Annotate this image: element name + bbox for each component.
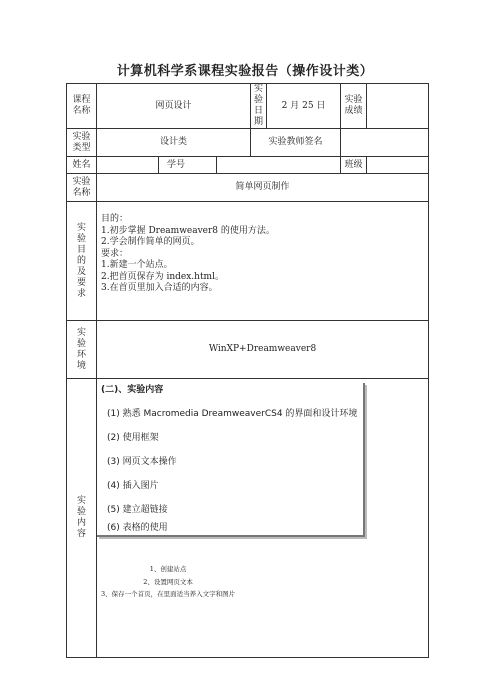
exp-type-text: 设计类 xyxy=(160,137,188,147)
course-name-value xyxy=(97,84,251,129)
course-name-label xyxy=(67,84,97,129)
exp-type-label-text: 实验 类型 xyxy=(72,131,91,153)
screenshot-item: (3) 网页文本操作 xyxy=(107,457,177,467)
step-line: 3、保存一个首页，在里面适当养入文字和图片 xyxy=(101,590,236,598)
exp-date-label xyxy=(251,84,267,129)
student-name-label-text: 姓名 xyxy=(72,159,91,170)
purpose-label-char: 验 xyxy=(76,233,86,244)
screenshot-item: (2) 使用框架 xyxy=(107,433,159,443)
student-id-label xyxy=(159,157,217,174)
environment-value xyxy=(97,321,429,379)
purpose-label-char: 实 xyxy=(76,222,86,233)
purpose-line: 2.把首页保存为 index.html。 xyxy=(101,271,224,282)
purpose-line: 1.初步掌握 Dreamweaver8 的使用方法。 xyxy=(101,225,275,236)
report-table xyxy=(66,83,429,658)
exp-name-label xyxy=(67,174,97,202)
purpose-label-char: 求 xyxy=(76,288,86,299)
exp-date-label-text: 实验 日期 xyxy=(254,84,264,127)
content-steps xyxy=(101,563,235,601)
exp-type-value xyxy=(97,129,251,157)
purpose-label-char: 的 xyxy=(76,255,86,266)
course-name-text: 网页设计 xyxy=(155,100,192,111)
screenshot-item: (4) 插入图片 xyxy=(107,481,159,491)
environment-label-char: 实 xyxy=(76,327,86,338)
content-label-char: 验 xyxy=(76,507,86,517)
screenshot-item: (6) 表格的使用 xyxy=(107,523,168,533)
purpose-line: 3.在首页里加入合适的内容。 xyxy=(101,283,218,293)
exp-name-value xyxy=(97,174,429,202)
exp-name-text: 简单网页制作 xyxy=(235,182,290,192)
step-line: 1、创建站点 xyxy=(149,565,187,573)
step-line: 2、设置网页文本 xyxy=(143,577,193,586)
teacher-sign-label-text: 实验教师签名 xyxy=(268,137,323,147)
environment-label xyxy=(67,321,97,379)
exp-name-label-text: 实验 名称 xyxy=(72,176,91,198)
student-name-value[interactable] xyxy=(97,157,159,174)
environment-label-char: 验 xyxy=(76,338,86,349)
content-label xyxy=(67,379,97,658)
purpose-line: 目的： xyxy=(101,214,129,224)
class-label-text: 班级 xyxy=(344,159,363,170)
teacher-sign-value[interactable] xyxy=(341,129,429,157)
content-label-char: 实 xyxy=(76,496,86,506)
class-label xyxy=(341,157,367,174)
screenshot-title: (二)、实验内容 xyxy=(101,385,164,395)
exp-score-value[interactable] xyxy=(367,84,429,129)
student-id-value[interactable] xyxy=(217,157,341,174)
teacher-sign-label xyxy=(251,129,341,157)
screenshot-item: (5) 建立超链接 xyxy=(107,505,168,515)
purpose-label-char: 目 xyxy=(76,244,86,255)
exp-date-value xyxy=(267,84,341,129)
purpose-line: 1.新建一个站点。 xyxy=(101,260,173,270)
environment-label-char: 环 xyxy=(76,349,86,360)
report-title: 计算机科学系课程实验报告（操作设计类） xyxy=(116,64,374,79)
content-cell xyxy=(97,379,429,658)
environment-label-char: 境 xyxy=(76,360,86,371)
purpose-line: 要求： xyxy=(101,248,129,259)
content-screenshot xyxy=(97,383,365,537)
exp-date-text: 2 月 25 日 xyxy=(281,100,326,111)
exp-score-label-text: 实验 成绩 xyxy=(344,95,363,116)
purpose-content xyxy=(97,202,429,321)
exp-type-label xyxy=(67,129,97,157)
course-name-label-text: 课程 名称 xyxy=(72,95,91,116)
purpose-label xyxy=(67,202,97,321)
content-label-char: 内 xyxy=(76,518,86,528)
screenshot-item: (1) 熟悉 Macromedia DreamweaverCS4 的界面和设计环境 xyxy=(107,409,358,419)
exp-score-label xyxy=(341,84,367,129)
content-label-char: 容 xyxy=(76,529,86,539)
purpose-label-char: 及 xyxy=(76,266,86,277)
purpose-label-char: 要 xyxy=(76,277,86,288)
purpose-line: 2.学会制作简单的网页。 xyxy=(101,237,200,247)
student-id-label-text: 学号 xyxy=(167,159,186,170)
environment-text: WinXP+Dreamweaver8 xyxy=(208,344,317,354)
student-name-label xyxy=(67,157,97,174)
class-value[interactable] xyxy=(367,157,429,174)
